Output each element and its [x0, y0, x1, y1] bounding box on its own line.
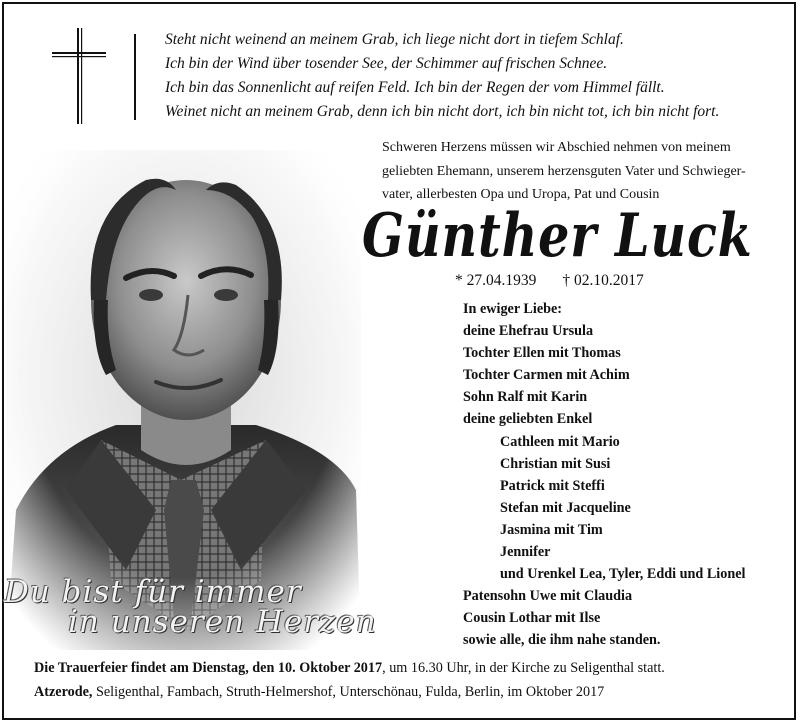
place-main: Atzerode,	[34, 684, 93, 700]
family-line: Patensohn Uwe mit Claudia	[463, 588, 633, 605]
ceremony-details: , um 16.30 Uhr, in der Kirche zu Seligenthal statt.	[382, 660, 665, 676]
family-line: Christian mit Susi	[500, 455, 611, 472]
family-line: deine Ehefrau Ursula	[463, 323, 594, 340]
life-dates	[455, 272, 644, 290]
poem	[165, 28, 775, 124]
family-line: Tochter Ellen mit Thomas	[463, 345, 621, 362]
footer	[34, 656, 794, 704]
deceased-name: Günther Luck	[362, 201, 753, 271]
motto-line: in unseren Herzen	[68, 604, 377, 640]
family-line: Sohn Ralf mit Karin	[463, 389, 588, 406]
family-line: In ewiger Liebe:	[463, 301, 563, 317]
motto-line: Du bist für immer	[4, 574, 302, 610]
cross-icon	[52, 28, 106, 124]
intro-line: Schweren Herzens müssen wir Abschied nehmen von meinem	[382, 140, 731, 155]
motto-text	[4, 574, 377, 640]
ceremony-date: Die Trauerfeier findet am Dienstag, den 10. Oktober 2017	[34, 660, 383, 676]
death-date: † 02.10.2017	[562, 272, 644, 289]
intro-line: geliebten Ehemann, unserem herzensguten Vater und Schwieger-	[382, 163, 746, 179]
places-list: Seligenthal, Fambach, Struth-Helmershof, Unterschönau, Fulda, Berlin, im Oktober 2017	[92, 684, 605, 700]
family-line: Cathleen mit Mario	[500, 433, 620, 450]
poem-line: Ich bin der Wind über tosender See, der Schimmer auf frischen Schnee.	[165, 55, 608, 72]
family-line: Tochter Carmen mit Achim	[463, 367, 630, 384]
family-list	[463, 298, 793, 652]
intro-line: vater, allerbesten Opa und Uropa, Pat und Cousin	[382, 187, 660, 202]
ceremony-line	[34, 656, 794, 680]
birth-date: * 27.04.1939	[455, 272, 537, 289]
poem-line: Ich bin das Sonnenlicht auf reifen Feld. Ich bin der Regen der vom Himmel fällt.	[165, 79, 665, 96]
family-line: Patrick mit Steffi	[500, 477, 605, 494]
family-line: und Urenkel Lea, Tyler, Eddi und Lionel	[500, 566, 746, 583]
family-line: sowie alle, die ihm nahe standen.	[463, 632, 661, 649]
places-line	[34, 680, 794, 704]
family-line: Stefan mit Jacqueline	[500, 499, 631, 516]
family-line: Jasmina mit Tim	[500, 521, 603, 538]
divider-line	[134, 34, 136, 120]
poem-line: Weinet nicht an meinem Grab, denn ich bin nicht dort, ich bin nicht tot, ich bin nicht fort.	[165, 103, 720, 120]
family-line: Cousin Lothar mit Ilse	[463, 610, 601, 627]
family-line: Jennifer	[500, 544, 551, 561]
family-line: deine geliebten Enkel	[463, 411, 593, 428]
poem-line: Steht nicht weinend an meinem Grab, ich liege nicht dort in tiefem Schlaf.	[165, 31, 624, 48]
